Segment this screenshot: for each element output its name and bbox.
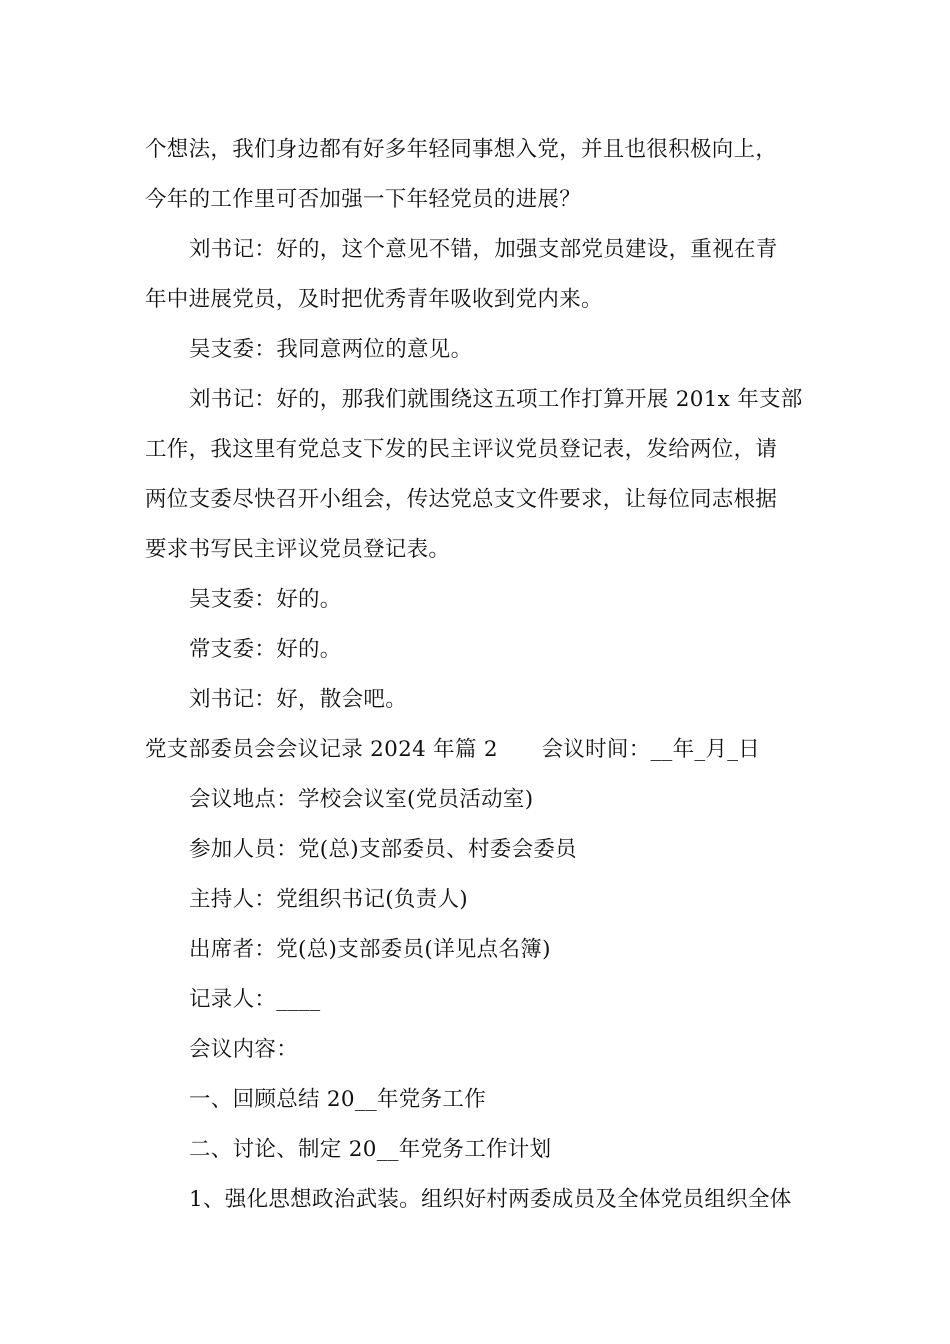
text-line: 参加人员：党(总)支部委员、村委会委员 bbox=[189, 837, 577, 862]
text-line: 两位支委尽快召开小组会，传达党总支文件要求，让每位同志根据 bbox=[145, 487, 778, 512]
text-line: 二、讨论、制定 20__年党务工作计划 bbox=[189, 1137, 552, 1162]
text-line: 工作，我这里有党总支下发的民主评议党员登记表，发给两位，请 bbox=[145, 437, 778, 462]
text-line: 会议地点：学校会议室(党员活动室) bbox=[189, 787, 534, 812]
text-line: 会议内容： bbox=[189, 1037, 299, 1062]
text-line: 一、回顾总结 20__年党务工作 bbox=[189, 1087, 486, 1112]
text-line: 主持人：党组织书记(负责人) bbox=[189, 887, 468, 912]
text-line: 刘书记：好的，这个意见不错，加强支部党员建设，重视在青 bbox=[189, 237, 778, 262]
text-line: 记录人：____ bbox=[189, 987, 321, 1012]
section-heading: 党支部委员会会议记录 2024 年篇 2 会议时间：__年_月_日 bbox=[145, 737, 761, 762]
text-line: 出席者：党(总)支部委员(详见点名簿) bbox=[189, 937, 551, 962]
text-line: 吴支委：好的。 bbox=[189, 587, 342, 612]
text-line: 今年的工作里可否加强一下年轻党员的进展？ bbox=[145, 187, 582, 212]
text-line: 1、强化思想政治武装。组织好村两委成员及全体党员组织全体 bbox=[189, 1187, 792, 1212]
text-line: 刘书记：好的，那我们就围绕这五项工作打算开展 201x 年支部 bbox=[189, 387, 803, 412]
text-line: 个想法，我们身边都有好多年轻同事想入党，并且也很积极向上， bbox=[145, 137, 778, 162]
text-line: 要求书写民主评议党员登记表。 bbox=[145, 537, 451, 562]
text-line: 常支委：好的。 bbox=[189, 637, 342, 662]
text-line: 刘书记：好，散会吧。 bbox=[189, 687, 408, 712]
text-line: 吴支委：我同意两位的意见。 bbox=[189, 337, 473, 362]
text-line: 年中进展党员，及时把优秀青年吸收到党内来。 bbox=[145, 287, 603, 312]
